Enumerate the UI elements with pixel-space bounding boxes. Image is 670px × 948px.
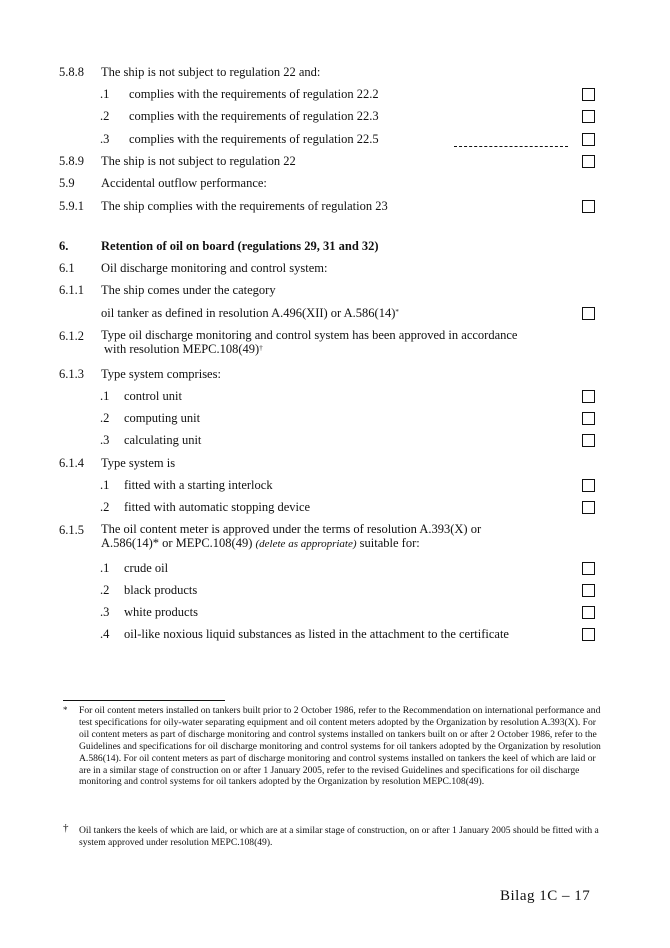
list-item-6-1-3-3 (0, 432, 670, 452)
section-5-9 (0, 175, 670, 195)
item-text: The ship complies with the requirements of regulation 23 (101, 199, 388, 213)
list-item-6-1-5-3 (0, 604, 670, 624)
item-number: 5.9.1 (59, 199, 84, 213)
sub-number: .2 (100, 411, 110, 425)
footnote-text: For oil content meters installed on tankers built prior to 2 October 1986, refer to the Recommendation on international performance and test specifications for oily-water separating equipment and oil content meters adopted by the Organization by resolution A.393(X). For oil content meters as part of discharge monitoring and control systems installed on tankers built on or after 2 October 1986, refer to the Guidelines and specifications for oil discharge monitoring and control systems for oil tankers adopted by the Organization by resolution A.586(14). For oil content meters as part of discharge monitoring and control systems installed on tankers the keel of which are laid or are in a similar stage of construction on or after 1 January 2005, refer to the revised Guidelines and specifications for oil discharge monitoring and control systems for oil tankers adopted by the Organization by resolution MEPC.108(49). (79, 705, 601, 788)
item-text (101, 522, 571, 551)
list-item-6-1-3-2 (0, 410, 670, 430)
footnote-text: Oil tankers the keels of which are laid, or which are at a similar stage of construction, on or after 1 January 2005 should be fitted with a system approved under resolution MEPC.108(49). (79, 825, 599, 848)
item-text: The ship is not subject to regulation 22 and: (101, 65, 321, 79)
footnote-separator (63, 700, 225, 701)
item-text: The ship is not subject to regulation 22 (101, 154, 296, 168)
checkbox-6-1-1[interactable] (582, 307, 595, 320)
item-text: Accidental outflow performance: (101, 176, 267, 190)
sub-text: control unit (124, 389, 182, 403)
item-number: 5.8.8 (59, 65, 84, 79)
resolution-text: A.586(14)* or MEPC.108(49) (101, 536, 253, 550)
category-label: oil tanker as defined in resolution A.496(XII) or A.586(14) (101, 306, 396, 320)
checkbox-6-1-5-4[interactable] (582, 628, 595, 641)
sub-number: .2 (100, 500, 110, 514)
checkbox-6-1-3-3[interactable] (582, 434, 595, 447)
section-6-1-2 (0, 328, 670, 362)
sub-number: .1 (100, 389, 110, 403)
item-number: 5.9 (59, 176, 75, 190)
sub-text: fitted with automatic stopping device (124, 500, 311, 514)
sub-number: .1 (100, 87, 110, 101)
sub-number: .2 (100, 109, 110, 123)
footnote-ref-asterisk[interactable]: * (395, 308, 399, 316)
item-text: Oil discharge monitoring and control system: (101, 261, 328, 275)
sub-text: complies with the requirements of regulation 22.5 (129, 132, 379, 146)
item-number: 6.1.3 (59, 367, 84, 381)
checkbox-5-8-9[interactable] (582, 155, 595, 168)
footnote-mark: † (63, 822, 69, 834)
item-number: 6.1.5 (59, 523, 84, 537)
item-text-line2 (101, 536, 571, 551)
checkbox-5-9-1[interactable] (582, 200, 595, 213)
item-text-line1: Type oil discharge monitoring and control system has been approved in accordance (101, 328, 518, 342)
sub-text: calculating unit (124, 433, 202, 447)
section-6-1-4 (0, 455, 670, 475)
item-text: Type system is (101, 456, 176, 470)
sub-text: complies with the requirements of regulation 22.3 (129, 109, 379, 123)
list-item-6-1-3-1 (0, 388, 670, 408)
list-item-6-1-5-4 (0, 626, 670, 646)
item-text: The ship comes under the category (101, 283, 276, 297)
item-number: 6.1 (59, 261, 75, 275)
list-item-5-8-8-3 (0, 131, 670, 151)
sub-text: white products (124, 605, 198, 619)
section-6-heading (0, 238, 670, 258)
dashed-fill-line (454, 146, 568, 147)
item-text-line2 (101, 342, 571, 356)
item-text-line1: The oil content meter is approved under the terms of resolution A.393(X) or (101, 522, 482, 536)
category-text (101, 305, 399, 321)
sub-number: .3 (100, 605, 110, 619)
checkbox-6-1-4-1[interactable] (582, 479, 595, 492)
checkbox-6-1-3-1[interactable] (582, 390, 595, 403)
suitable-for-text: suitable for: (359, 536, 420, 550)
item-number: 5.8.9 (59, 154, 84, 168)
section-6-1 (0, 260, 670, 280)
checkbox-6-1-5-1[interactable] (582, 562, 595, 575)
list-item-6-1-5-1 (0, 560, 670, 580)
item-number: 6.1.4 (59, 456, 84, 470)
checkbox-5-8-8-2[interactable] (582, 110, 595, 123)
list-item-5-8-8-1 (0, 86, 670, 106)
item-text: Type system comprises: (101, 367, 221, 381)
section-6-1-1-category (0, 305, 670, 325)
list-item-6-1-5-2 (0, 582, 670, 602)
sub-number: .4 (100, 627, 110, 641)
checkbox-6-1-4-2[interactable] (582, 501, 595, 514)
page-number: Bilag 1C – 17 (500, 888, 591, 904)
footnote-mark: * (63, 705, 68, 715)
sub-number: .3 (100, 132, 110, 146)
sub-number: .1 (100, 478, 110, 492)
sub-text: computing unit (124, 411, 201, 425)
item-number: 6.1.1 (59, 283, 84, 297)
sub-number: .3 (100, 433, 110, 447)
sub-text: oil-like noxious liquid substances as listed in the attachment to the certificate (124, 627, 509, 641)
section-6-1-3 (0, 366, 670, 386)
list-item-5-8-8-2 (0, 108, 670, 128)
sub-text: fitted with a starting interlock (124, 478, 273, 492)
sub-text: black products (124, 583, 198, 597)
checkbox-6-1-3-2[interactable] (582, 412, 595, 425)
delete-note: (delete as appropriate) (255, 538, 357, 550)
section-number: 6. (59, 239, 69, 253)
section-5-8-8 (0, 64, 670, 84)
section-5-9-1 (0, 198, 670, 218)
checkbox-5-8-8-1[interactable] (582, 88, 595, 101)
checkbox-5-8-8-3[interactable] (582, 133, 595, 146)
resolution-text: with resolution MEPC.108(49) (104, 342, 260, 356)
sub-number: .1 (100, 561, 110, 575)
section-5-8-9 (0, 153, 670, 173)
section-title: Retention of oil on board (regulations 29, 31 and 32) (101, 239, 379, 253)
list-item-6-1-4-1 (0, 477, 670, 497)
sub-number: .2 (100, 583, 110, 597)
item-number: 6.1.2 (59, 329, 84, 343)
checkbox-6-1-5-3[interactable] (582, 606, 595, 619)
sub-text: complies with the requirements of regulation 22.2 (129, 87, 379, 101)
section-6-1-5 (0, 522, 670, 556)
section-6-1-1 (0, 282, 670, 302)
sub-text: crude oil (124, 561, 169, 575)
checkbox-6-1-5-2[interactable] (582, 584, 595, 597)
item-text (101, 328, 571, 356)
footnote-ref-dagger[interactable]: † (259, 344, 263, 352)
list-item-6-1-4-2 (0, 499, 670, 519)
